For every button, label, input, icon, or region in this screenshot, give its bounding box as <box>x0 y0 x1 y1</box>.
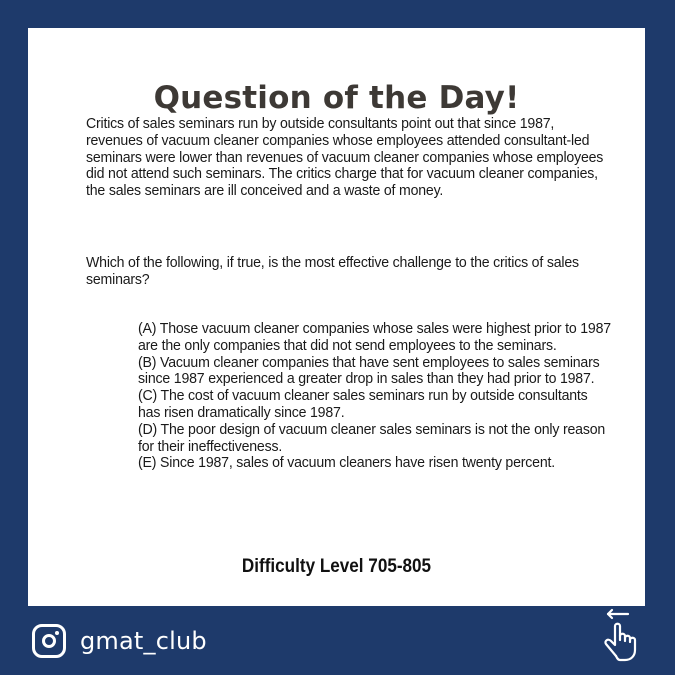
instagram-icon <box>32 624 66 658</box>
swipe-hand-icon <box>600 608 648 664</box>
answer-options <box>138 321 612 472</box>
option-a: (A) Those vacuum cleaner companies whose sales were highest prior to 1987 are the only companies that did not send employees to the seminars. <box>138 320 611 354</box>
social-handle[interactable] <box>32 624 207 658</box>
option-b: (B) Vacuum cleaner companies that have sent employees to sales seminars since 1987 experienced a greater drop in sales than they had prior to 1987. <box>138 353 600 388</box>
option-e: (E) Since 1987, sales of vacuum cleaners have risen twenty percent. <box>138 454 555 472</box>
card-title: Question of the Day! <box>153 80 520 116</box>
question-card <box>28 28 645 606</box>
difficulty-level: Difficulty Level 705-805 <box>241 556 432 577</box>
passage-text: Critics of sales seminars run by outside consultants point out that since 1987, revenues of vacuum cleaner companies whose employees attended consultant-led seminars were lower than revenues of vacuum cleaner companies whose employees did not attend such seminars. The critics charge that for vacuum cleaner companies, the sales seminars are ill conceived and a waste of money. <box>86 115 604 200</box>
handle-text: gmat_club <box>80 627 207 655</box>
option-c: (C) The cost of vacuum cleaner sales seminars run by outside consultants has risen dramatically since 1987. <box>138 387 588 421</box>
question-text: Which of the following, if true, is the most effective challenge to the critics of sales seminars? <box>86 254 579 288</box>
option-d: (D) The poor design of vacuum cleaner sales seminars is not the only reason for their ineffectiveness. <box>138 420 606 455</box>
